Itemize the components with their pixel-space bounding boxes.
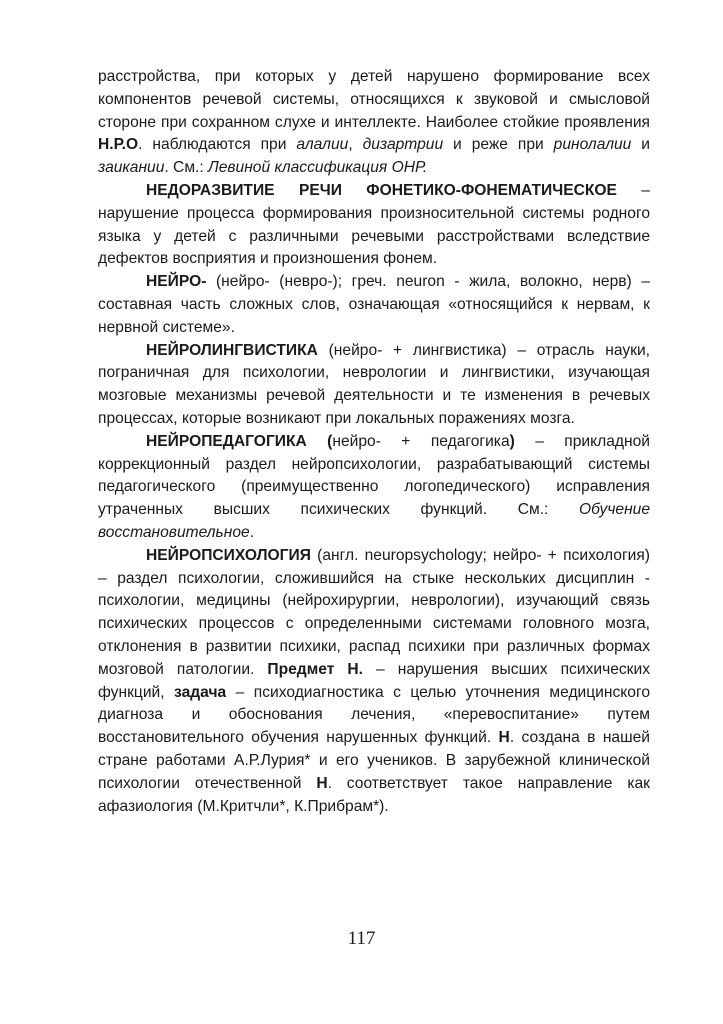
cross-reference-term: заикании (98, 159, 165, 177)
text-fragment: ( (306, 432, 333, 450)
cross-reference-term: Левиной классификация ОНР. (208, 159, 428, 177)
cross-reference-term: дизартрии (362, 136, 444, 154)
entry-neirolingvistika (98, 340, 650, 431)
text-fragment: . соответствует такое направление как афазиология (М.Критчли*, К.Прибрам*). (98, 774, 651, 815)
entry-text: – нарушение процесса формирования произносительной системы родного языка у детей с различными речевыми расстройствами вследствие дефектов восприятия и произношения фонем. (98, 181, 650, 268)
text-fragment: – нарушения высших психических функций, (98, 660, 650, 701)
entry-neiropedagogika (98, 431, 650, 545)
page-body (98, 66, 650, 818)
entry-neiro (98, 271, 650, 339)
bold-term: Н (498, 729, 510, 747)
text-fragment: . См.: (164, 159, 209, 177)
bold-term: Н (316, 774, 328, 792)
entry-neiropsihologiya (98, 545, 650, 819)
entry-title: НЕЙРО- (146, 273, 207, 291)
cross-reference-term: Обучение восстановительное (98, 501, 650, 541)
entry-text: (нейро- (невро-); греч. neuron - жила, волокно, нерв) – составная часть сложных слов, означающая «относящийся к нервам, к нервной системе». (98, 273, 650, 336)
text-fragment: , (348, 136, 363, 154)
text-fragment: – психодиагностика с целью уточнения медицинского диагноза и обоснования лечения, «перевоспитание» путем восстановительного обучения нарушенных функций. (98, 683, 650, 747)
bold-term: задача (174, 683, 227, 701)
text-fragment: . наблюдаются при (138, 136, 297, 154)
entry-title: НЕЙРОЛИНГВИСТИКА (146, 341, 318, 359)
entry-title: НЕЙРОПЕДАГОГИКА (146, 432, 307, 450)
cross-reference-term: ринолалии (553, 136, 632, 154)
entry-onr-continuation (98, 66, 650, 180)
entry-text: – прикладной коррекционный раздел нейропсихологии, разрабатывающий системы педагогического (преимущественно логопедического) исправления утраченных высших психических функций. См.: (98, 432, 650, 519)
page-number: 117 (347, 928, 376, 949)
entry-text: (англ. neuropsychology; нейро- + психология) – раздел психологии, сложившийся на стыке нескольких дисциплин - психологии, медицины (нейрохирургии, неврологии), изучающий связь психических процессов с определенными системами головного мозга, отклонения в развитии психики, распад психики при различных формах мозговой патологии. (98, 546, 650, 678)
entry-title: НЕЙРОПСИХОЛОГИЯ (146, 546, 311, 564)
text-fragment: . создана в нашей стране работами А.Р.Лурия* и его учеников. В зарубежной клинической психологии отечественной (98, 729, 651, 792)
text-fragment: . (249, 523, 255, 541)
cross-reference-term: алалии (296, 136, 349, 154)
bold-term: Предмет Н. (267, 660, 363, 678)
entry-title: НЕДОРАЗВИТИЕ РЕЧИ ФОНЕТИКО-ФОНЕМАТИЧЕСКОЕ (146, 181, 617, 199)
entry-text: (нейро- + лингвистика) – отрасль науки, пограничная для психологии, неврологии и лингвистики, изучающая мозговые механизмы речевой деятельности и те изменения в речевых процессах, которые возникают при локальных поражениях мозга. (98, 341, 650, 427)
text-fragment: и реже при (443, 136, 554, 154)
text-fragment: и (631, 136, 650, 154)
term-abbreviation: Н.Р.О (98, 136, 139, 154)
entry-nedorazvitie (98, 180, 650, 271)
text-fragment: ) (509, 432, 515, 450)
text-fragment: расстройства, при которых у детей нарушено формирование всех компонентов речевой системы, относящихся к звуковой и смысловой стороне при сохранном слухе и интеллекте. Наиболее стойкие проявления (98, 68, 650, 131)
text-fragment: нейро- + педагогика (332, 432, 510, 450)
